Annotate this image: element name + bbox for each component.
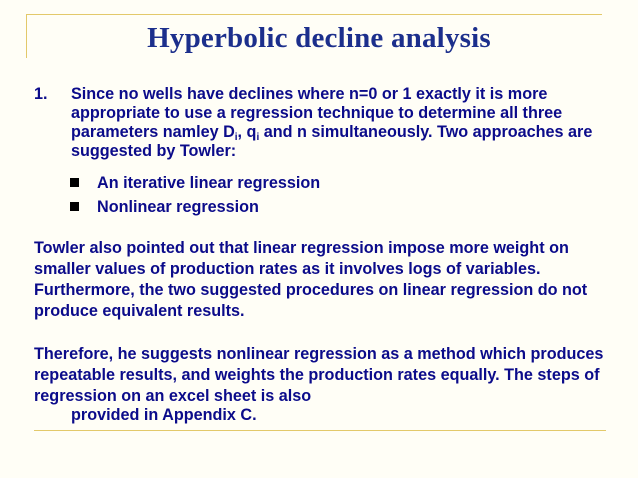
bullet-item xyxy=(70,198,470,222)
subscript-i-1: i xyxy=(234,132,238,143)
paragraph-towler: Towler also pointed out that linear regression impose more weight on smaller values of production rates as it involves logs of variables. Furthermore, the two suggested procedures on linear regression do not produce equivalent results. xyxy=(34,239,588,320)
subscript-i-2: i xyxy=(256,132,260,143)
bullet-list xyxy=(70,174,470,222)
bullet-item xyxy=(70,174,470,198)
square-bullet-icon xyxy=(70,202,79,211)
bullet-text: Nonlinear regression xyxy=(97,198,259,216)
bullet-text: An iterative linear regression xyxy=(97,174,321,192)
item-text-c: and n simultaneously. Two approaches are suggested by Towler: xyxy=(71,123,593,160)
numbered-item-1 xyxy=(34,85,614,161)
item-text-b: , q xyxy=(237,123,257,141)
paragraph-conclusion-tail: provided in Appendix C. xyxy=(71,406,257,424)
bottom-divider xyxy=(34,430,606,431)
slide-title: Hyperbolic decline analysis xyxy=(147,22,491,54)
top-divider xyxy=(26,14,602,15)
item-body xyxy=(71,85,611,161)
item-text-a: Since no wells have declines where n=0 or 1 exactly it is more appropriate to use a regression technique to determine all three parameters namley D xyxy=(71,85,563,141)
paragraph-conclusion xyxy=(34,344,614,424)
paragraph-conclusion-main: Therefore, he suggests nonlinear regression as a method which produces repeatable results, and weights the production rates equally. The steps of regression on an excel sheet is also xyxy=(34,345,604,405)
square-bullet-icon xyxy=(70,178,79,187)
item-number: 1. xyxy=(34,85,48,103)
